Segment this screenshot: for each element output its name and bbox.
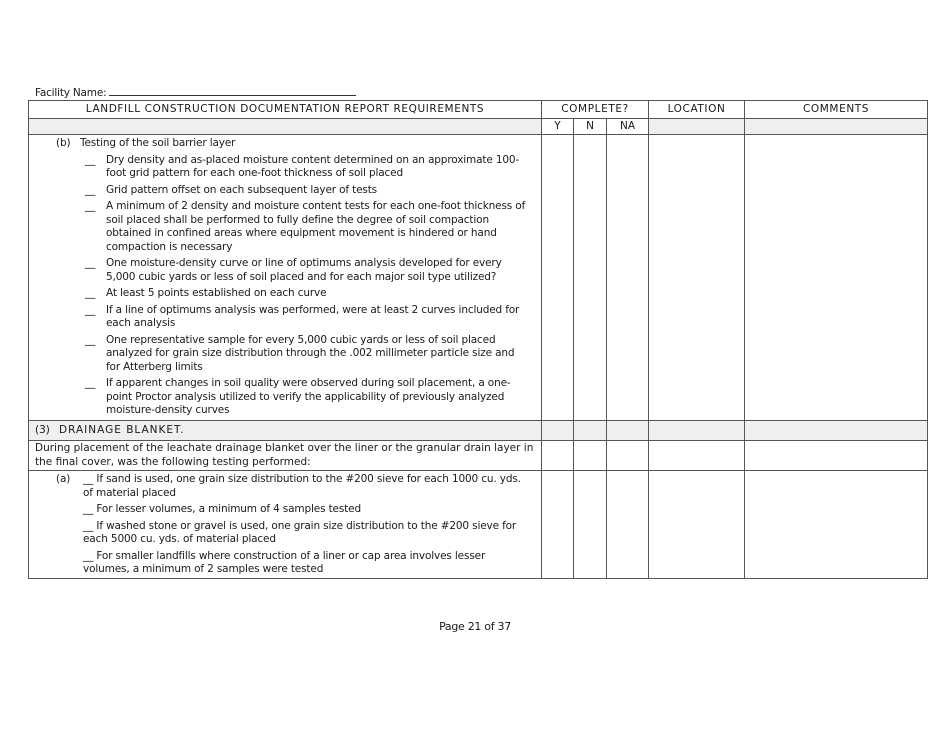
check-blank: __ bbox=[83, 473, 94, 485]
check-blank: __ bbox=[83, 549, 94, 562]
cell-location[interactable] bbox=[649, 471, 745, 579]
page-number: Page 21 of 37 bbox=[439, 620, 511, 633]
header-n: N bbox=[574, 119, 607, 135]
section-a-requirements bbox=[29, 471, 542, 579]
cell-y bbox=[542, 420, 574, 441]
section-a-label: (a) bbox=[56, 473, 71, 485]
item-text: If washed stone or gravel is used, one grain size distribution to the #200 sieve for each 5000 cu. yds. of material placed bbox=[83, 519, 517, 545]
header-requirements: LANDFILL CONSTRUCTION DOCUMENTATION REPORT REQUIREMENTS bbox=[29, 101, 542, 119]
cell-comments[interactable] bbox=[745, 135, 928, 421]
list-item bbox=[35, 154, 537, 181]
section-3-title: DRAINAGE BLANKET. bbox=[59, 423, 185, 436]
header-comments: COMMENTS bbox=[745, 101, 928, 119]
cell-comments[interactable] bbox=[745, 441, 928, 471]
list-item bbox=[35, 473, 537, 500]
table-subheader-row bbox=[29, 119, 928, 135]
check-blank: __ bbox=[85, 183, 96, 196]
drainage-intro-text: During placement of the leachate drainage blanket over the liner or the granular drain layer in the final cover, was the following testing performed: bbox=[29, 441, 542, 471]
cell-na[interactable] bbox=[607, 471, 649, 579]
cell-n[interactable] bbox=[574, 471, 607, 579]
section-3-number: (3) bbox=[35, 423, 50, 436]
cell-n[interactable] bbox=[574, 135, 607, 421]
check-blank: __ bbox=[83, 519, 94, 532]
cell-n bbox=[574, 420, 607, 441]
item-text: Dry density and as-placed moisture content determined on an approximate 100-foot grid pattern for each one-foot thickness of soil placed bbox=[106, 153, 520, 179]
subheader-location-blank bbox=[649, 119, 745, 135]
cell-n[interactable] bbox=[574, 441, 607, 471]
table-row-section-3 bbox=[29, 420, 928, 441]
requirements-table bbox=[28, 100, 928, 579]
list-item bbox=[35, 377, 537, 418]
cell-comments bbox=[745, 420, 928, 441]
table-row-intro bbox=[29, 441, 928, 471]
list-item bbox=[35, 304, 537, 331]
cell-y[interactable] bbox=[542, 135, 574, 421]
cell-comments[interactable] bbox=[745, 471, 928, 579]
check-blank: __ bbox=[85, 200, 96, 212]
section-b-heading bbox=[35, 137, 537, 151]
section-b-requirements bbox=[29, 135, 542, 421]
list-item bbox=[35, 520, 537, 547]
item-text: If a line of optimums analysis was performed, were at least 2 curves included for each analysis bbox=[106, 303, 520, 329]
item-text: At least 5 points established on each curve bbox=[106, 287, 327, 299]
check-blank: __ bbox=[85, 377, 96, 389]
cell-y[interactable] bbox=[542, 471, 574, 579]
cell-na[interactable] bbox=[607, 441, 649, 471]
list-item bbox=[35, 200, 537, 254]
cell-location bbox=[649, 420, 745, 441]
list-item bbox=[35, 503, 537, 517]
section-b-label: (b) bbox=[56, 137, 71, 149]
table-row-section-a bbox=[29, 471, 928, 579]
facility-name-label: Facility Name: bbox=[35, 87, 107, 99]
subheader-comments-blank bbox=[745, 119, 928, 135]
item-text: A minimum of 2 density and moisture content tests for each one-foot thickness of soil placed shall be performed to fully define the degree of soil compaction obtained in confined areas where equipment movement is hindered or hand compaction is necessary bbox=[106, 200, 526, 253]
header-location: LOCATION bbox=[649, 101, 745, 119]
facility-name-field bbox=[35, 86, 356, 99]
list-item bbox=[35, 287, 537, 301]
item-text: If apparent changes in soil quality were observed during soil placement, a one-point Proctor analysis utilized to verify the applicability of previously analyzed moisture-density curves bbox=[106, 377, 511, 416]
section-3-heading bbox=[29, 420, 542, 441]
facility-name-blank[interactable] bbox=[109, 86, 356, 96]
item-text: Grid pattern offset on each subsequent layer of tests bbox=[106, 183, 378, 196]
list-item bbox=[35, 257, 537, 284]
list-item bbox=[35, 184, 537, 198]
cell-na bbox=[607, 420, 649, 441]
section-b-title: Testing of the soil barrier layer bbox=[80, 137, 236, 149]
item-text: One representative sample for every 5,000 cubic yards or less of soil placed analyzed for grain size distribution through the .002 millimeter particle size and for Atterberg limits bbox=[106, 333, 515, 373]
list-item bbox=[35, 334, 537, 375]
check-blank: __ bbox=[83, 503, 94, 515]
item-text: For lesser volumes, a minimum of 4 samples tested bbox=[96, 503, 361, 515]
cell-location[interactable] bbox=[649, 441, 745, 471]
header-y: Y bbox=[542, 119, 574, 135]
item-text: If sand is used, one grain size distribution to the #200 sieve for each 1000 cu. yds. of material placed bbox=[83, 473, 521, 499]
check-blank: __ bbox=[85, 303, 96, 316]
cell-y[interactable] bbox=[542, 441, 574, 471]
check-blank: __ bbox=[85, 287, 96, 299]
cell-location[interactable] bbox=[649, 135, 745, 421]
check-blank: __ bbox=[85, 333, 96, 346]
item-text: For smaller landfills where construction of a liner or cap area involves lesser volumes, a minimum of 2 samples were tested bbox=[83, 549, 486, 575]
table-row-section-b bbox=[29, 135, 928, 421]
cell-na[interactable] bbox=[607, 135, 649, 421]
check-blank: __ bbox=[85, 153, 96, 166]
item-text: One moisture-density curve or line of optimums analysis developed for every 5,000 cubic yards or less of soil placed and for each major soil type utilized? bbox=[106, 257, 502, 283]
check-blank: __ bbox=[85, 257, 96, 269]
subheader-blank bbox=[29, 119, 542, 135]
table-header-row bbox=[29, 101, 928, 119]
header-na: NA bbox=[607, 119, 649, 135]
list-item bbox=[35, 550, 537, 577]
header-complete: COMPLETE? bbox=[542, 101, 649, 119]
